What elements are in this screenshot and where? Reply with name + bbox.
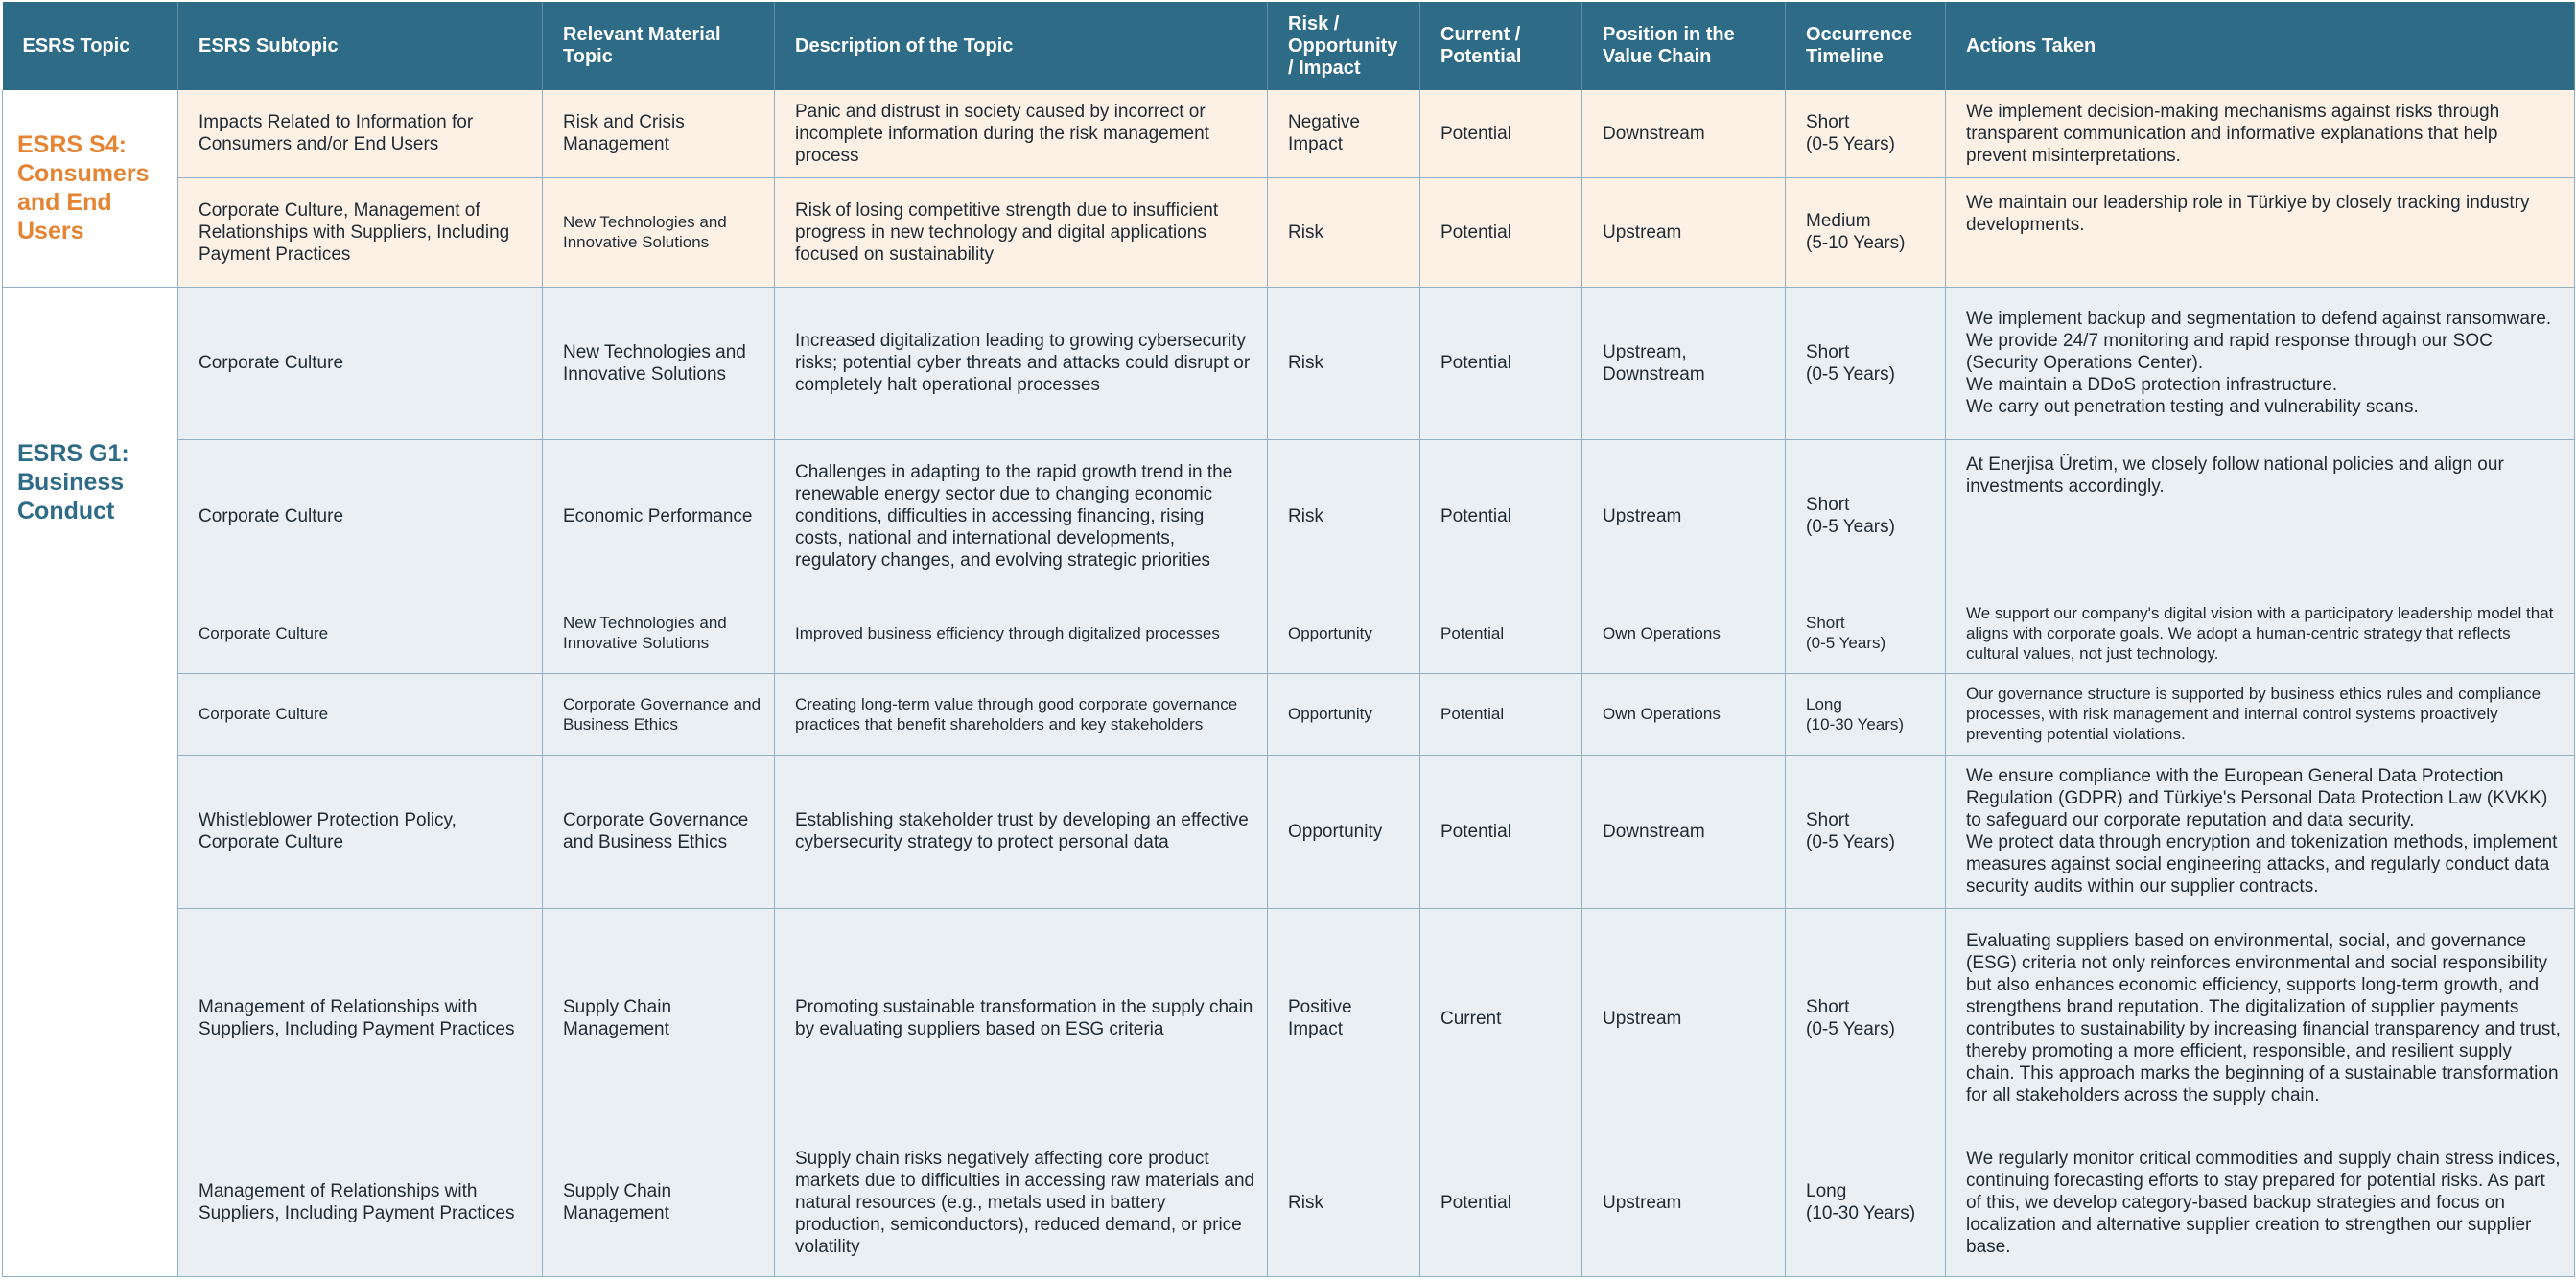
timeline-range: (0-5 Years) xyxy=(1806,363,1895,384)
table-row xyxy=(3,673,2575,755)
header-value-chain-position: Position in the Value Chain xyxy=(1582,2,1786,90)
table-row xyxy=(3,177,2575,287)
header-esrs-subtopic: ESRS Subtopic xyxy=(178,2,543,90)
position-cell: Downstream xyxy=(1582,90,1786,177)
material-topic-cell: New Technologies and Innovative Solutions xyxy=(543,177,775,287)
header-risk-opportunity-impact: Risk / Opportunity / Impact xyxy=(1268,2,1420,90)
material-topic-cell: Supply Chain Management xyxy=(543,908,775,1129)
subtopic-cell: Corporate Culture xyxy=(178,673,543,755)
type-cell: Opportunity xyxy=(1268,755,1420,908)
action-text: We implement backup and segmentation to defend against ransomware. xyxy=(1966,309,2552,329)
description-cell: Creating long-term value through good corporate governance practices that benefit shareholders and key stakeholders xyxy=(775,673,1268,755)
header-current-potential: Current / Potential xyxy=(1420,2,1582,90)
actions-cell xyxy=(1946,593,2575,673)
material-topic-cell: New Technologies and Innovative Solutions xyxy=(543,593,775,673)
status-cell: Potential xyxy=(1420,673,1582,755)
timeline-term: Short xyxy=(1806,810,1850,830)
timeline-range: (10-30 Years) xyxy=(1806,1203,1916,1223)
subtopic-cell: Management of Relationships with Suppliers, Including Payment Practices xyxy=(178,908,543,1129)
timeline-term: Short xyxy=(1806,112,1850,133)
position-cell: Own Operations xyxy=(1582,673,1786,755)
timeline-range: (0-5 Years) xyxy=(1806,634,1886,652)
timeline-cell xyxy=(1786,439,1946,593)
timeline-range: (0-5 Years) xyxy=(1806,1019,1895,1039)
timeline-cell xyxy=(1786,908,1946,1129)
description-cell: Risk of losing competitive strength due to insufficient progress in new technology and digital applications focused on sustainability xyxy=(775,177,1268,287)
subtopic-cell: Management of Relationships with Suppliers, Including Payment Practices xyxy=(178,1129,543,1276)
timeline-term: Long xyxy=(1806,694,1842,713)
timeline-range: (0-5 Years) xyxy=(1806,134,1895,155)
type-cell: Risk xyxy=(1268,177,1420,287)
timeline-cell xyxy=(1786,90,1946,177)
actions-cell xyxy=(1946,177,2575,287)
status-cell: Potential xyxy=(1420,593,1582,673)
material-topic-cell: Economic Performance xyxy=(543,439,775,593)
header-esrs-topic: ESRS Topic xyxy=(3,2,178,90)
action-text: At Enerjisa Üretim, we closely follow national policies and align our investments accordingly. xyxy=(1966,454,2504,497)
esrs-topic-s4: ESRS S4: Consumers and End Users xyxy=(3,90,178,287)
table-row xyxy=(3,439,2575,593)
position-cell: Upstream xyxy=(1582,177,1786,287)
table-row xyxy=(3,90,2575,177)
subtopic-cell: Impacts Related to Information for Consumers and/or End Users xyxy=(178,90,543,177)
table-row xyxy=(3,287,2575,439)
status-cell: Potential xyxy=(1420,439,1582,593)
timeline-cell xyxy=(1786,673,1946,755)
timeline-term: Short xyxy=(1806,341,1850,362)
header-row xyxy=(3,2,2575,90)
action-text: We protect data through encryption and tokenization methods, implement measures against social engineering attacks, and regularly conduct data security audits within our supplier contracts. xyxy=(1966,832,2558,896)
esrs-table xyxy=(2,2,2575,1277)
timeline-term: Short xyxy=(1806,495,1850,515)
description-cell: Supply chain risks negatively affecting core product markets due to difficulties in accessing raw materials and natural resources (e.g., metals used in battery production, semiconductors), reduced demand, or price volatility xyxy=(775,1129,1268,1276)
table-row xyxy=(3,1129,2575,1276)
action-text: We ensure compliance with the European General Data Protection Regulation (GDPR) and Türkiye's Personal Data Protection Law (KVKK) to safeguard our corporate reputation and data security. xyxy=(1966,766,2548,830)
status-cell: Potential xyxy=(1420,755,1582,908)
timeline-term: Short xyxy=(1806,614,1845,632)
table-row xyxy=(3,908,2575,1129)
timeline-cell xyxy=(1786,593,1946,673)
actions-cell xyxy=(1946,908,2575,1129)
subtopic-cell: Corporate Culture xyxy=(178,593,543,673)
material-topic-cell: Risk and Crisis Management xyxy=(543,90,775,177)
description-cell: Establishing stakeholder trust by developing an effective cybersecurity strategy to protect personal data xyxy=(775,755,1268,908)
position-cell: Upstream xyxy=(1582,439,1786,593)
timeline-cell xyxy=(1786,177,1946,287)
status-cell: Potential xyxy=(1420,1129,1582,1276)
position-cell: Upstream xyxy=(1582,1129,1786,1276)
status-cell: Potential xyxy=(1420,90,1582,177)
position-cell: Own Operations xyxy=(1582,593,1786,673)
material-topic-cell: New Technologies and Innovative Solutions xyxy=(543,287,775,439)
subtopic-cell: Corporate Culture, Management of Relationships with Suppliers, Including Payment Practices xyxy=(178,177,543,287)
action-text: We maintain a DDoS protection infrastructure. xyxy=(1966,375,2338,395)
material-topic-cell: Supply Chain Management xyxy=(543,1129,775,1276)
position-cell: Downstream xyxy=(1582,755,1786,908)
action-text: We provide 24/7 monitoring and rapid response through our SOC (Security Operations Center). xyxy=(1966,331,2493,373)
esrs-topic-g1: ESRS G1: Business Conduct xyxy=(3,287,178,1276)
type-cell: Risk xyxy=(1268,287,1420,439)
header-occurrence-timeline: Occurrence Timeline xyxy=(1786,2,1946,90)
action-text: We carry out penetration testing and vulnerability scans. xyxy=(1966,397,2419,417)
position-cell: Upstream xyxy=(1582,908,1786,1129)
actions-cell xyxy=(1946,90,2575,177)
timeline-term: Medium xyxy=(1806,211,1871,231)
timeline-range: (10-30 Years) xyxy=(1806,714,1905,733)
status-cell: Potential xyxy=(1420,177,1582,287)
type-cell: Opportunity xyxy=(1268,593,1420,673)
description-cell: Panic and distrust in society caused by incorrect or incomplete information during the risk management process xyxy=(775,90,1268,177)
header-actions-taken: Actions Taken xyxy=(1946,2,2575,90)
table-row xyxy=(3,593,2575,673)
subtopic-cell: Whistleblower Protection Policy, Corporate Culture xyxy=(178,755,543,908)
actions-cell xyxy=(1946,755,2575,908)
timeline-term: Long xyxy=(1806,1181,1847,1201)
action-text: We regularly monitor critical commodities and supply chain stress indices, continuing forecasting efforts to stay prepared for potential risks. As part of this, we develop category-based backup strategies and focus on localization and alternative supplier creation to strengthen our supplier base. xyxy=(1966,1148,2561,1257)
type-cell: Opportunity xyxy=(1268,673,1420,755)
actions-cell xyxy=(1946,1129,2575,1276)
material-topic-cell: Corporate Governance and Business Ethics xyxy=(543,673,775,755)
timeline-range: (0-5 Years) xyxy=(1806,517,1895,537)
timeline-term: Short xyxy=(1806,997,1850,1017)
description-cell: Challenges in adapting to the rapid growth trend in the renewable energy sector due to changing economic conditions, difficulties in accessing financing, rising costs, national and international developments, regulatory changes, and evolving strategic priorities xyxy=(775,439,1268,593)
actions-cell xyxy=(1946,287,2575,439)
action-text: Evaluating suppliers based on environmental, social, and governance (ESG) criteria not only reinforces environmental and social responsibility but also enhances economic efficiency, supports long-term growth, and strengthens brand reputation. The digitalization of supplier payments contributes to sustainability by increasing financial transparency and trust, thereby promoting a more efficient, responsible, and resilient supply chain. This approach marks the beginning of a sustainable transformation for all stakeholders across the supply chain. xyxy=(1966,931,2561,1105)
type-cell: Risk xyxy=(1268,1129,1420,1276)
action-text: We implement decision-making mechanisms against risks through transparent communication and informative explanations that help prevent misinterpretations. xyxy=(1966,101,2500,166)
status-cell: Current xyxy=(1420,908,1582,1129)
timeline-cell xyxy=(1786,1129,1946,1276)
status-cell: Potential xyxy=(1420,287,1582,439)
subtopic-cell: Corporate Culture xyxy=(178,439,543,593)
header-description: Description of the Topic xyxy=(775,2,1268,90)
action-text: We maintain our leadership role in Türkiye by closely tracking industry developments. xyxy=(1966,192,2530,235)
actions-cell xyxy=(1946,673,2575,755)
actions-cell xyxy=(1946,439,2575,593)
type-cell: Negative Impact xyxy=(1268,90,1420,177)
timeline-range: (0-5 Years) xyxy=(1806,832,1895,852)
type-cell: Risk xyxy=(1268,439,1420,593)
description-cell: Promoting sustainable transformation in the supply chain by evaluating suppliers based on ESG criteria xyxy=(775,908,1268,1129)
timeline-range: (5-10 Years) xyxy=(1806,233,1906,253)
action-text: We support our company's digital vision with a participatory leadership model that aligns with corporate goals. We adopt a human-centric strategy that reflects cultural values, not just technology. xyxy=(1966,603,2554,663)
timeline-cell xyxy=(1786,755,1946,908)
type-cell: Positive Impact xyxy=(1268,908,1420,1129)
material-topic-cell: Corporate Governance and Business Ethics xyxy=(543,755,775,908)
timeline-cell xyxy=(1786,287,1946,439)
action-text: Our governance structure is supported by business ethics rules and compliance processes, with risk management and internal control systems proactively preventing potential violations. xyxy=(1966,685,2541,743)
header-material-topic: Relevant Material Topic xyxy=(543,2,775,90)
description-cell: Increased digitalization leading to growing cybersecurity risks; potential cyber threats and attacks could disrupt or completely halt operational processes xyxy=(775,287,1268,439)
subtopic-cell: Corporate Culture xyxy=(178,287,543,439)
description-cell: Improved business efficiency through digitalized processes xyxy=(775,593,1268,673)
table-row xyxy=(3,755,2575,908)
position-cell: Upstream, Downstream xyxy=(1582,287,1786,439)
